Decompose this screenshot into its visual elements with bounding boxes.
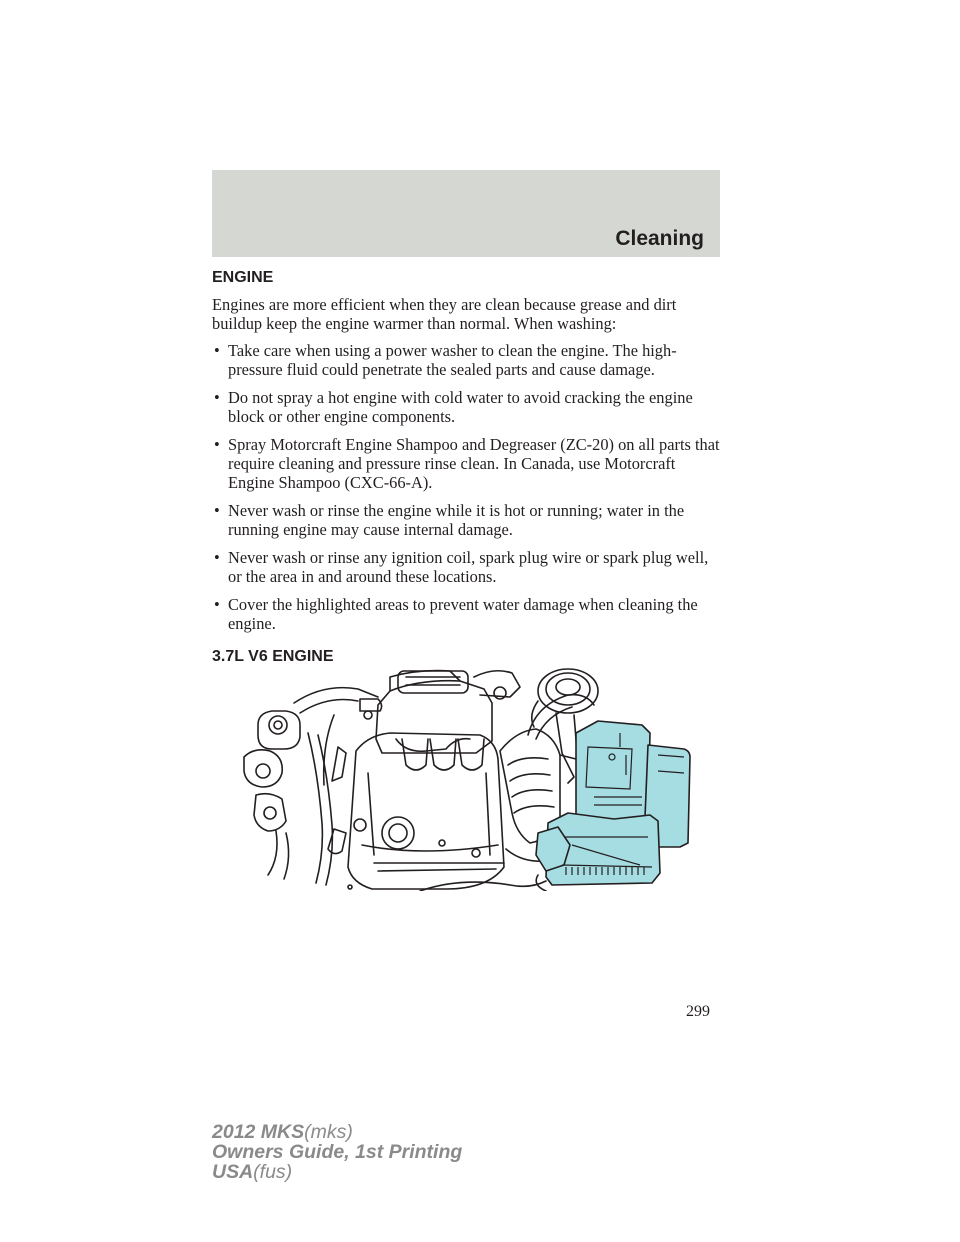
bullet-dot: • [214,435,220,454]
engine-figure-heading: 3.7L V6 ENGINE [212,648,334,665]
footer-market: USA [212,1161,254,1183]
page-number: 299 [686,1003,710,1020]
bullet-text: Do not spray a hot engine with cold water to avoid cracking the engine block or other engine components. [228,388,693,426]
footer-guide-line: Owners Guide, 1st Printing [212,1141,463,1163]
bullet-text: Cover the highlighted areas to prevent water damage when cleaning the engine. [228,595,698,633]
engine-compartment-illustration [238,655,700,891]
bullet-dot: • [214,548,220,567]
bullet-dot: • [214,341,220,360]
section-title: Cleaning [615,227,704,250]
bullet-dot: • [214,501,220,520]
intake-manifold [376,681,492,753]
footer-market-code: (fus) [253,1161,293,1183]
bullet-dot: • [214,388,220,407]
page-content [212,268,722,674]
bullet-item [212,341,722,379]
upper-hose [294,688,378,703]
section-header-band [212,170,720,257]
intro-paragraph: Engines are more efficient when they are clean because grease and dirt buildup keep the engine warmer than normal. When washing: [212,295,677,333]
engine-heading: ENGINE [212,269,274,286]
footer-market-line [212,1162,462,1182]
bullet-item [212,435,722,492]
bullet-item [212,501,722,539]
bullet-text: Never wash or rinse any ignition coil, spark plug wire or spark plug well, or the area in and around these locations. [228,548,709,586]
bullet-text: Take care when using a power washer to clean the engine. The high-pressure fluid could penetrate the sealed parts and cause damage. [228,341,677,379]
bullet-text: Spray Motorcraft Engine Shampoo and Degreaser (ZC-20) on all parts that require cleaning and pressure rinse clean. In Canada, use Motorcraft Engine Shampoo (CXC-66-A). [228,435,720,492]
footer-model: 2012 MKS [212,1121,305,1143]
bullet-item [212,595,722,633]
bullet-item [212,388,722,426]
bullet-item [212,548,722,586]
document-footer [212,1122,462,1182]
footer-model-line [212,1122,462,1142]
cleaning-bullet-list [212,341,722,633]
bullet-text: Never wash or rinse the engine while it is hot or running; water in the running engine may cause internal damage. [228,501,685,539]
air-filter-cap [538,669,598,713]
bullet-dot: • [214,595,220,614]
footer-model-code: (mks) [304,1121,353,1143]
